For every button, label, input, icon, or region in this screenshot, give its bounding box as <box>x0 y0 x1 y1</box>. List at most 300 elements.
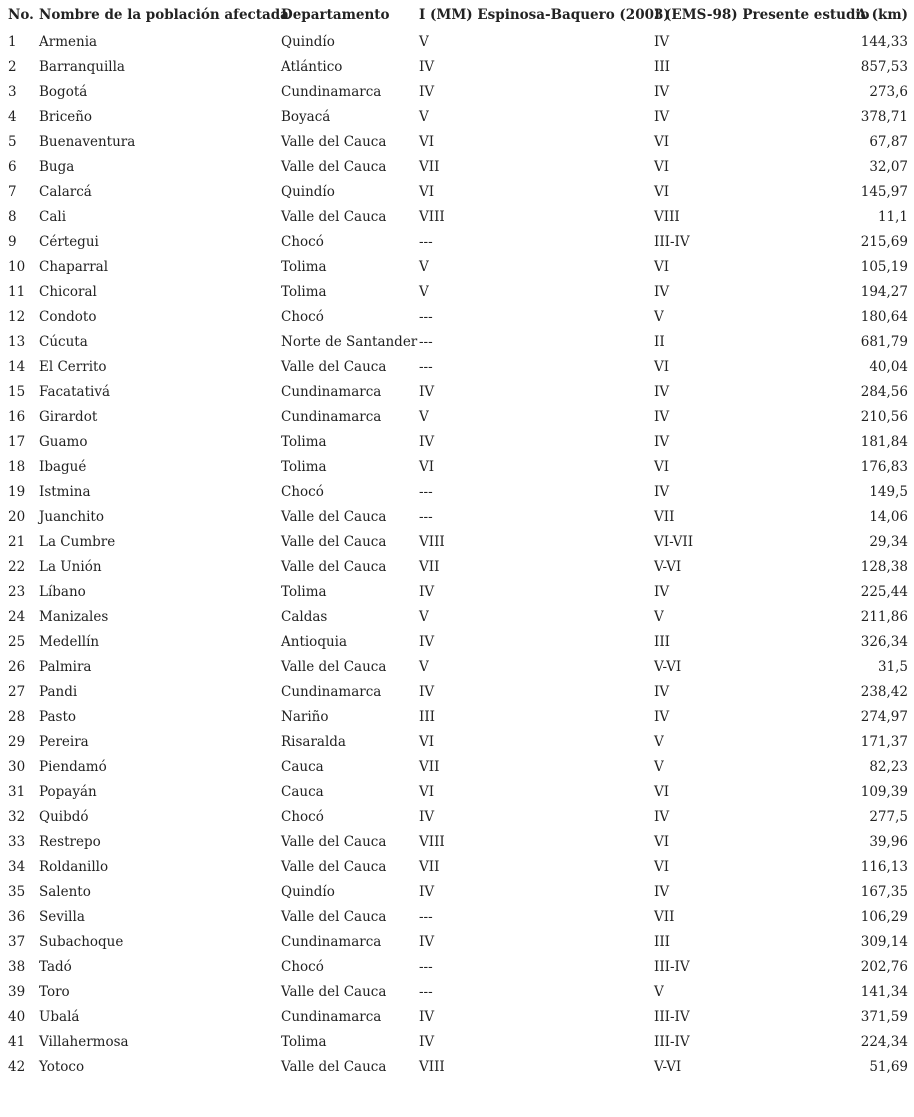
table-row <box>0 705 914 730</box>
table-row <box>0 55 914 80</box>
cell-department: Boyacá <box>281 109 331 125</box>
cell-population: Palmira <box>39 659 92 675</box>
cell-intensity-ems: III-IV <box>654 234 690 250</box>
cell-intensity-mm: V <box>419 609 429 625</box>
cell-distance: 40,04 <box>869 359 908 375</box>
cell-intensity-ems: II <box>654 334 665 350</box>
cell-distance: 128,38 <box>860 559 908 575</box>
cell-department: Valle del Cauca <box>281 659 387 675</box>
table-row <box>0 430 914 455</box>
table-row <box>0 955 914 980</box>
cell-number: 17 <box>8 434 26 450</box>
table-row <box>0 80 914 105</box>
table-row <box>0 905 914 930</box>
table-row <box>0 980 914 1005</box>
cell-population: La Unión <box>39 559 102 575</box>
cell-number: 39 <box>8 984 26 1000</box>
cell-distance: 225,44 <box>860 584 908 600</box>
cell-population: Tadó <box>39 959 72 975</box>
cell-number: 2 <box>8 59 17 75</box>
cell-intensity-ems: IV <box>654 584 670 600</box>
cell-intensity-mm: IV <box>419 934 435 950</box>
cell-intensity-ems: V-VI <box>654 659 682 675</box>
cell-department: Cauca <box>281 759 324 775</box>
cell-intensity-ems: III <box>654 634 670 650</box>
cell-department: Valle del Cauca <box>281 834 387 850</box>
cell-intensity-mm: VII <box>419 559 440 575</box>
table-row <box>0 230 914 255</box>
table-row <box>0 805 914 830</box>
cell-intensity-ems: IV <box>654 484 670 500</box>
cell-intensity-mm: V <box>419 259 429 275</box>
cell-population: Barranquilla <box>39 59 125 75</box>
cell-distance: 145,97 <box>860 184 908 200</box>
cell-department: Cauca <box>281 784 324 800</box>
table-header <box>0 0 914 30</box>
cell-intensity-mm: VI <box>419 184 435 200</box>
cell-department: Cundinamarca <box>281 384 382 400</box>
cell-number: 19 <box>8 484 26 500</box>
cell-intensity-ems: VIII <box>654 209 680 225</box>
cell-distance: 211,86 <box>860 609 908 625</box>
cell-population: Facatativá <box>39 384 111 400</box>
cell-intensity-ems: VI-VII <box>654 534 694 550</box>
table-row <box>0 1005 914 1030</box>
cell-intensity-ems: VI <box>654 184 670 200</box>
cell-number: 42 <box>8 1059 26 1075</box>
cell-department: Cundinamarca <box>281 84 382 100</box>
cell-distance: 371,59 <box>860 1009 908 1025</box>
cell-intensity-mm: --- <box>419 909 433 925</box>
cell-number: 5 <box>8 134 17 150</box>
cell-department: Valle del Cauca <box>281 209 387 225</box>
cell-number: 16 <box>8 409 26 425</box>
header-number: No. <box>8 7 34 23</box>
cell-intensity-ems: IV <box>654 34 670 50</box>
table-row <box>0 530 914 555</box>
cell-number: 37 <box>8 934 26 950</box>
cell-population: Pandi <box>39 684 78 700</box>
cell-intensity-mm: IV <box>419 84 435 100</box>
cell-intensity-ems: V-VI <box>654 1059 682 1075</box>
cell-population: Popayán <box>39 784 97 800</box>
table-row <box>0 505 914 530</box>
cell-intensity-ems: IV <box>654 684 670 700</box>
cell-intensity-mm: VI <box>419 134 435 150</box>
cell-population: Ubalá <box>39 1009 80 1025</box>
table-row <box>0 380 914 405</box>
cell-intensity-mm: IV <box>419 1034 435 1050</box>
cell-intensity-mm: --- <box>419 959 433 975</box>
cell-intensity-mm: IV <box>419 59 435 75</box>
cell-distance: 238,42 <box>860 684 908 700</box>
cell-department: Tolima <box>281 584 327 600</box>
cell-department: Chocó <box>281 959 324 975</box>
cell-distance: 194,27 <box>860 284 908 300</box>
cell-intensity-mm: V <box>419 284 429 300</box>
cell-population: Chicoral <box>39 284 97 300</box>
table-row <box>0 680 914 705</box>
cell-intensity-mm: --- <box>419 509 433 525</box>
cell-population: Restrepo <box>39 834 101 850</box>
cell-intensity-mm: IV <box>419 384 435 400</box>
cell-intensity-ems: IV <box>654 284 670 300</box>
cell-intensity-mm: IV <box>419 434 435 450</box>
table-row <box>0 930 914 955</box>
cell-population: Istmina <box>39 484 91 500</box>
table-row <box>0 630 914 655</box>
header-intensity-ems: I (EMS-98) Presente estudio <box>654 7 870 23</box>
cell-department: Quindío <box>281 884 335 900</box>
table-row <box>0 455 914 480</box>
cell-number: 14 <box>8 359 26 375</box>
cell-number: 41 <box>8 1034 26 1050</box>
cell-intensity-mm: IV <box>419 684 435 700</box>
header-department: Departamento <box>281 7 390 23</box>
cell-distance: 32,07 <box>869 159 908 175</box>
cell-intensity-ems: IV <box>654 434 670 450</box>
cell-intensity-ems: V <box>654 309 664 325</box>
cell-population: Líbano <box>39 584 86 600</box>
cell-population: Condoto <box>39 309 97 325</box>
cell-intensity-mm: VI <box>419 459 435 475</box>
cell-number: 12 <box>8 309 26 325</box>
table-row <box>0 255 914 280</box>
cell-distance: 215,69 <box>860 234 908 250</box>
table-body <box>0 30 914 1080</box>
cell-intensity-mm: VII <box>419 859 440 875</box>
cell-population: El Cerrito <box>39 359 107 375</box>
cell-number: 29 <box>8 734 26 750</box>
cell-population: Buga <box>39 159 75 175</box>
cell-population: Roldanillo <box>39 859 109 875</box>
cell-population: Piendamó <box>39 759 107 775</box>
cell-department: Antioquia <box>281 634 348 650</box>
cell-population: Cúcuta <box>39 334 88 350</box>
cell-number: 33 <box>8 834 26 850</box>
cell-distance: 273,6 <box>869 84 908 100</box>
cell-department: Valle del Cauca <box>281 159 387 175</box>
cell-number: 20 <box>8 509 26 525</box>
cell-number: 24 <box>8 609 26 625</box>
cell-distance: 202,76 <box>860 959 908 975</box>
cell-intensity-mm: V <box>419 109 429 125</box>
cell-distance: 82,23 <box>869 759 908 775</box>
table-row <box>0 780 914 805</box>
cell-department: Caldas <box>281 609 328 625</box>
cell-intensity-mm: VIII <box>419 209 445 225</box>
cell-population: Cértegui <box>39 234 99 250</box>
cell-intensity-mm: VI <box>419 784 435 800</box>
cell-population: Pereira <box>39 734 89 750</box>
cell-intensity-ems: VI <box>654 859 670 875</box>
table-row <box>0 155 914 180</box>
cell-intensity-ems: VI <box>654 784 670 800</box>
cell-department: Norte de Santander <box>281 334 418 350</box>
table-row <box>0 830 914 855</box>
cell-intensity-ems: VI <box>654 159 670 175</box>
cell-intensity-ems: V <box>654 609 664 625</box>
cell-population: Ibagué <box>39 459 87 475</box>
cell-department: Nariño <box>281 709 329 725</box>
cell-intensity-ems: V <box>654 759 664 775</box>
cell-distance: 116,13 <box>860 859 908 875</box>
cell-intensity-mm: V <box>419 659 429 675</box>
cell-number: 31 <box>8 784 26 800</box>
cell-intensity-mm: --- <box>419 309 433 325</box>
cell-population: Briceño <box>39 109 93 125</box>
cell-number: 22 <box>8 559 26 575</box>
cell-intensity-ems: VI <box>654 134 670 150</box>
cell-intensity-ems: III-IV <box>654 959 690 975</box>
table-row <box>0 280 914 305</box>
cell-number: 30 <box>8 759 26 775</box>
table-row <box>0 880 914 905</box>
cell-department: Chocó <box>281 484 324 500</box>
cell-intensity-mm: III <box>419 709 435 725</box>
cell-intensity-mm: --- <box>419 984 433 1000</box>
table-row <box>0 855 914 880</box>
cell-population: Cali <box>39 209 67 225</box>
cell-department: Chocó <box>281 234 324 250</box>
cell-intensity-ems: VI <box>654 459 670 475</box>
header-population: Nombre de la población afectada <box>39 7 289 23</box>
cell-number: 34 <box>8 859 26 875</box>
cell-department: Atlántico <box>281 59 343 75</box>
cell-distance: 149,5 <box>869 484 908 500</box>
table-row <box>0 1030 914 1055</box>
table-row <box>0 555 914 580</box>
cell-distance: 67,87 <box>869 134 908 150</box>
cell-distance: 224,34 <box>860 1034 908 1050</box>
cell-department: Tolima <box>281 259 327 275</box>
cell-distance: 277,5 <box>869 809 908 825</box>
cell-intensity-mm: VII <box>419 759 440 775</box>
cell-distance: 31,5 <box>877 659 908 675</box>
header-row <box>0 0 914 30</box>
table-row <box>0 180 914 205</box>
cell-department: Valle del Cauca <box>281 559 387 575</box>
cell-intensity-mm: VII <box>419 159 440 175</box>
cell-number: 35 <box>8 884 26 900</box>
cell-distance: 326,34 <box>860 634 908 650</box>
table-row <box>0 305 914 330</box>
cell-population: Manizales <box>39 609 109 625</box>
cell-number: 23 <box>8 584 26 600</box>
cell-intensity-ems: IV <box>654 109 670 125</box>
cell-department: Valle del Cauca <box>281 534 387 550</box>
cell-intensity-mm: IV <box>419 1009 435 1025</box>
cell-population: Quibdó <box>39 809 89 825</box>
cell-distance: 378,71 <box>860 109 908 125</box>
cell-number: 3 <box>8 84 17 100</box>
cell-department: Tolima <box>281 459 327 475</box>
cell-population: Villahermosa <box>39 1034 129 1050</box>
table-row <box>0 580 914 605</box>
cell-intensity-ems: V-VI <box>654 559 682 575</box>
cell-distance: 180,64 <box>860 309 908 325</box>
cell-intensity-ems: IV <box>654 384 670 400</box>
cell-number: 32 <box>8 809 26 825</box>
cell-distance: 284,56 <box>860 384 908 400</box>
cell-department: Valle del Cauca <box>281 134 387 150</box>
cell-intensity-ems: IV <box>654 84 670 100</box>
table-row <box>0 105 914 130</box>
cell-population: Pasto <box>39 709 77 725</box>
header-distance: Δ (km) <box>856 7 908 23</box>
table-row <box>0 130 914 155</box>
cell-intensity-ems: VI <box>654 834 670 850</box>
cell-number: 25 <box>8 634 26 650</box>
cell-intensity-ems: VI <box>654 359 670 375</box>
cell-population: Sevilla <box>39 909 85 925</box>
header-intensity-mm: I (MM) Espinosa-Baquero (2003) <box>419 7 670 23</box>
cell-department: Quindío <box>281 184 335 200</box>
cell-intensity-ems: IV <box>654 409 670 425</box>
cell-department: Tolima <box>281 434 327 450</box>
table-row <box>0 355 914 380</box>
table-row <box>0 605 914 630</box>
cell-population: Medellín <box>39 634 100 650</box>
cell-population: Guamo <box>39 434 88 450</box>
cell-intensity-mm: V <box>419 34 429 50</box>
cell-department: Valle del Cauca <box>281 909 387 925</box>
cell-number: 13 <box>8 334 26 350</box>
cell-distance: 144,33 <box>860 34 908 50</box>
cell-intensity-mm: IV <box>419 884 435 900</box>
cell-department: Cundinamarca <box>281 409 382 425</box>
table-row <box>0 205 914 230</box>
cell-number: 15 <box>8 384 26 400</box>
cell-number: 11 <box>8 284 26 300</box>
cell-population: Subachoque <box>39 934 124 950</box>
cell-number: 7 <box>8 184 17 200</box>
cell-distance: 106,29 <box>860 909 908 925</box>
cell-number: 28 <box>8 709 26 725</box>
cell-population: Calarcá <box>39 184 92 200</box>
cell-department: Cundinamarca <box>281 684 382 700</box>
cell-number: 8 <box>8 209 17 225</box>
cell-population: La Cumbre <box>39 534 116 550</box>
table-row <box>0 330 914 355</box>
cell-distance: 210,56 <box>860 409 908 425</box>
cell-number: 18 <box>8 459 26 475</box>
cell-intensity-mm: IV <box>419 809 435 825</box>
table-row <box>0 655 914 680</box>
cell-distance: 181,84 <box>860 434 908 450</box>
cell-distance: 681,79 <box>860 334 908 350</box>
cell-department: Valle del Cauca <box>281 859 387 875</box>
cell-population: Bogotá <box>39 84 88 100</box>
cell-intensity-mm: VIII <box>419 834 445 850</box>
cell-distance: 141,34 <box>860 984 908 1000</box>
cell-distance: 105,19 <box>860 259 908 275</box>
cell-distance: 167,35 <box>860 884 908 900</box>
cell-number: 26 <box>8 659 26 675</box>
cell-intensity-ems: VII <box>654 909 675 925</box>
cell-department: Tolima <box>281 1034 327 1050</box>
cell-intensity-ems: III-IV <box>654 1009 690 1025</box>
cell-department: Chocó <box>281 809 324 825</box>
cell-number: 6 <box>8 159 17 175</box>
cell-distance: 29,34 <box>869 534 908 550</box>
cell-intensity-ems: V <box>654 734 664 750</box>
cell-number: 9 <box>8 234 17 250</box>
cell-intensity-ems: V <box>654 984 664 1000</box>
cell-number: 1 <box>8 34 17 50</box>
cell-distance: 14,06 <box>869 509 908 525</box>
cell-intensity-mm: --- <box>419 359 433 375</box>
cell-department: Valle del Cauca <box>281 984 387 1000</box>
cell-intensity-ems: III <box>654 59 670 75</box>
cell-intensity-mm: IV <box>419 584 435 600</box>
cell-population: Yotoco <box>39 1059 85 1075</box>
cell-distance: 274,97 <box>860 709 908 725</box>
cell-department: Valle del Cauca <box>281 359 387 375</box>
cell-department: Quindío <box>281 34 335 50</box>
cell-distance: 176,83 <box>860 459 908 475</box>
cell-intensity-ems: III <box>654 934 670 950</box>
table-row <box>0 1055 914 1080</box>
cell-population: Juanchito <box>39 509 104 525</box>
cell-distance: 109,39 <box>860 784 908 800</box>
cell-number: 4 <box>8 109 17 125</box>
cell-distance: 51,69 <box>869 1059 908 1075</box>
cell-distance: 171,37 <box>860 734 908 750</box>
cell-intensity-mm: VIII <box>419 1059 445 1075</box>
cell-intensity-ems: IV <box>654 709 670 725</box>
cell-intensity-ems: III-IV <box>654 1034 690 1050</box>
cell-intensity-mm: V <box>419 409 429 425</box>
cell-intensity-mm: IV <box>419 634 435 650</box>
cell-population: Chaparral <box>39 259 109 275</box>
cell-population: Armenia <box>39 34 98 50</box>
table-row <box>0 405 914 430</box>
cell-intensity-ems: IV <box>654 809 670 825</box>
cell-department: Valle del Cauca <box>281 1059 387 1075</box>
cell-department: Tolima <box>281 284 327 300</box>
cell-department: Chocó <box>281 309 324 325</box>
cell-intensity-mm: VI <box>419 734 435 750</box>
cell-distance: 309,14 <box>860 934 908 950</box>
cell-distance: 11,1 <box>877 209 908 225</box>
cell-number: 10 <box>8 259 26 275</box>
cell-intensity-ems: VII <box>654 509 675 525</box>
cell-population: Salento <box>39 884 91 900</box>
cell-population: Toro <box>39 984 70 1000</box>
cell-intensity-ems: IV <box>654 884 670 900</box>
cell-intensity-mm: --- <box>419 484 433 500</box>
cell-number: 36 <box>8 909 26 925</box>
table-row <box>0 730 914 755</box>
cell-population: Buenaventura <box>39 134 136 150</box>
table-row <box>0 480 914 505</box>
cell-number: 38 <box>8 959 26 975</box>
cell-department: Valle del Cauca <box>281 509 387 525</box>
table-row <box>0 30 914 55</box>
cell-intensity-ems: VI <box>654 259 670 275</box>
table-row <box>0 755 914 780</box>
cell-department: Cundinamarca <box>281 1009 382 1025</box>
cell-intensity-mm: --- <box>419 334 433 350</box>
cell-number: 21 <box>8 534 26 550</box>
cell-department: Cundinamarca <box>281 934 382 950</box>
cell-distance: 39,96 <box>869 834 908 850</box>
cell-intensity-mm: --- <box>419 234 433 250</box>
cell-intensity-mm: VIII <box>419 534 445 550</box>
cell-department: Risaralda <box>281 734 346 750</box>
cell-distance: 857,53 <box>860 59 908 75</box>
